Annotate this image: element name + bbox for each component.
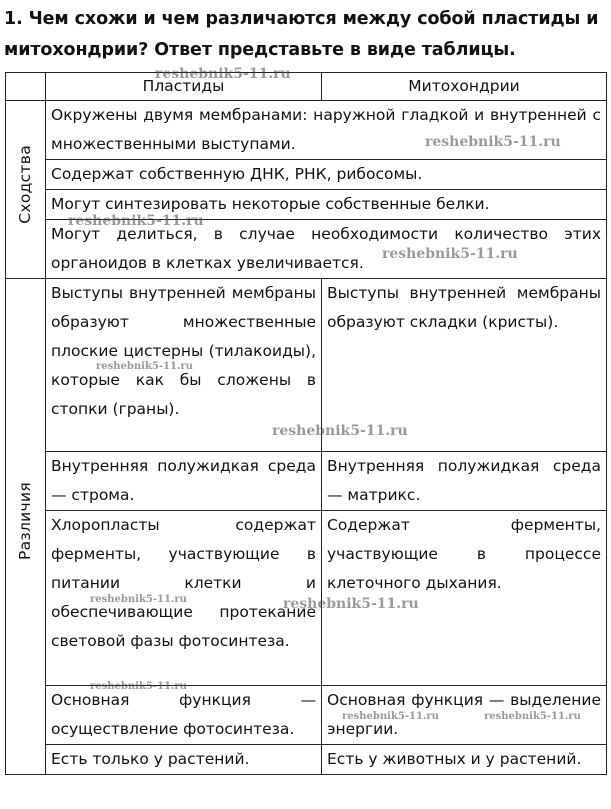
question-text: 1. Чем схожи и чем различаются между собой пластиды и митохондрии? Ответ представьте в виде таблицы. [4, 9, 599, 60]
mitochondria-cell: Содержат ферменты, участвующие в процессе клеточного дыхания. [322, 511, 607, 686]
table-row [6, 220, 607, 279]
header-mitochondria: Митохондрии [322, 73, 607, 101]
watermark: reshebnik5-11.ru [155, 66, 291, 82]
watermark: reshebnik5-11.ru [90, 681, 187, 692]
table-row [6, 190, 607, 220]
similarity-cell: Окружены двумя мембранами: наружной гладкой и внутренней с множественными выступами. [46, 101, 607, 160]
mitochondria-cell: Выступы внутренней мембраны образуют складки (кристы). [322, 279, 607, 452]
watermark: reshebnik5-11.ru [283, 596, 419, 612]
watermark: reshebnik5-11.ru [96, 361, 193, 372]
watermark: reshebnik5-11.ru [68, 213, 204, 229]
header-plastids: Пластиды [46, 73, 322, 101]
watermark: reshebnik5-11.ru [484, 711, 581, 722]
watermark: reshebnik5-11.ru [425, 134, 561, 150]
table-row [6, 745, 607, 775]
similarities-label: Сходства [16, 145, 34, 224]
plastids-cell: Есть только у растений. [46, 745, 322, 775]
table-row [6, 101, 607, 160]
watermark: reshebnik5-11.ru [272, 423, 408, 439]
similarity-cell: Могут синтезировать некоторые собственные белки. [46, 190, 607, 220]
comparison-table [5, 72, 607, 775]
plastids-cell: Хлоропласты содержат ферменты, участвующие в питании клетки и обеспечивающие протекание световой фазы фотосинтеза. [46, 511, 322, 686]
watermark: reshebnik5-11.ru [90, 594, 187, 605]
group-label-similarities [6, 101, 46, 279]
watermark: reshebnik5-11.ru [382, 246, 518, 262]
table-row [6, 511, 607, 686]
plastids-cell: Внутренняя полужидкая среда — строма. [46, 452, 322, 511]
similarity-cell: Могут делиться, в случае необходимости количество этих органоидов в клетках увеличивается. [46, 220, 607, 279]
corner-cell [6, 73, 46, 101]
mitochondria-cell: Есть у животных и у растений. [322, 745, 607, 775]
mitochondria-cell: Основная функция — выделение энергии. [322, 686, 607, 745]
table-row [6, 686, 607, 745]
mitochondria-cell: Внутренняя полужидкая среда — матрикс. [322, 452, 607, 511]
group-label-differences [6, 279, 46, 775]
table-row [6, 452, 607, 511]
similarity-cell: Содержат собственную ДНК, РНК, рибосомы. [46, 160, 607, 190]
table-row [6, 279, 607, 452]
differences-label: Различия [16, 482, 34, 561]
table-header-row [6, 73, 607, 101]
plastids-cell: Основная функция — осуществление фотосинтеза. [46, 686, 322, 745]
plastids-cell: Выступы внутренней мембраны образуют множественные плоские цистерны (тилакоиды), которые как бы сложены в стопки (граны). [46, 279, 322, 452]
watermark: reshebnik5-11.ru [342, 711, 439, 722]
table-row [6, 160, 607, 190]
